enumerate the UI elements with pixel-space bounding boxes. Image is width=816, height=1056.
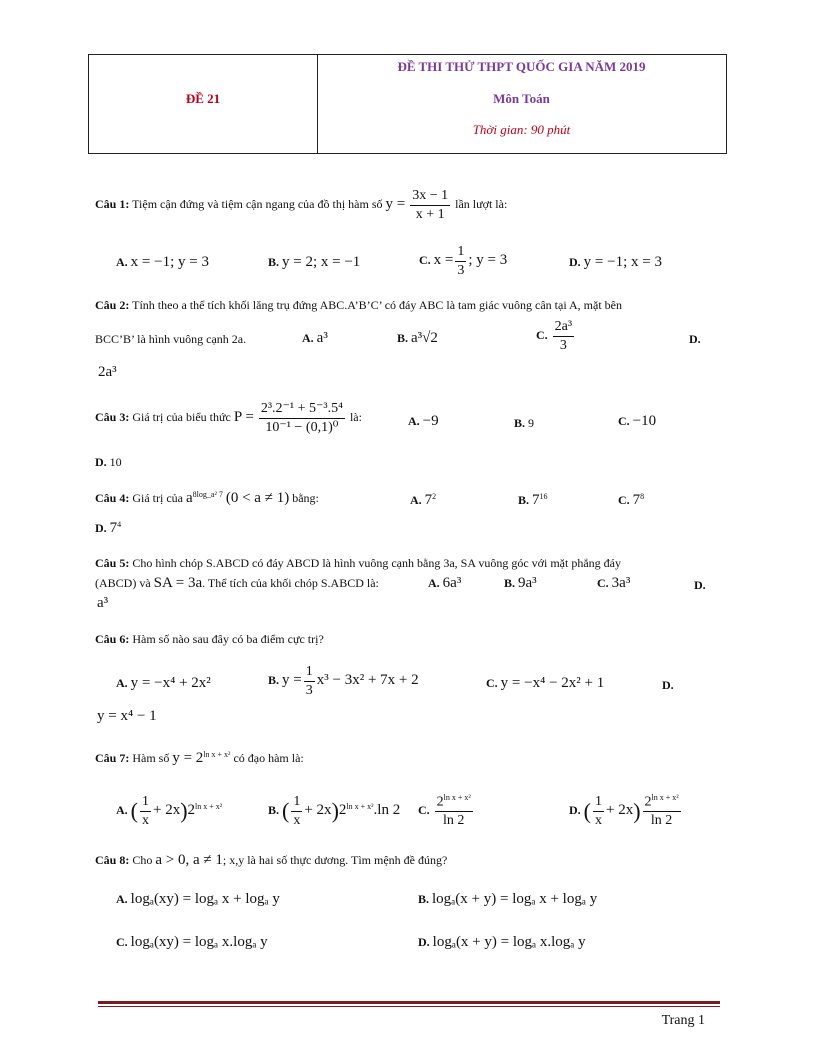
q5-label: Câu 5: [95,556,130,570]
option-letter: B. [268,672,280,687]
q4-option-c[interactable] [618,492,644,509]
paren-open: ( [583,798,591,824]
q1-tail: lần lượt là: [455,196,508,211]
q1-func-lhs: y = [385,195,406,212]
frac-den: 3 [559,337,567,353]
q7-func: y = 2 [172,750,204,766]
q2-option-a[interactable] [302,330,328,347]
exam-time: Thời gian: 90 phút [472,122,571,137]
option-letter: B. [518,493,530,507]
option-fraction [435,793,473,830]
option-base: 2 [338,801,347,818]
q5-math: SA = 3a [153,575,203,591]
q2-option-d-letter[interactable] [689,332,701,347]
q5-option-c[interactable] [597,575,630,592]
option-value: 3a³ [611,575,631,591]
option-letter: D. [418,935,430,949]
q5-option-a[interactable] [428,575,461,592]
question-1 [95,187,507,223]
q3-lhs: P = [233,408,254,425]
q1-option-d[interactable] [569,254,662,271]
q5-option-b[interactable] [504,575,537,592]
q1-fraction [410,187,450,223]
option-value: a³ [97,595,109,611]
option-letter: D. [95,455,107,469]
option-fraction [553,318,574,354]
footer-rule-thick [98,1001,720,1004]
option-letter: B. [397,331,409,345]
option-exponent: ln x + x² [346,801,374,811]
option-letter: D. [662,678,674,692]
option-value: y = [282,671,302,688]
frac-num [435,793,473,812]
option-fraction [304,663,315,699]
q7-option-c[interactable] [418,793,475,830]
option-value: logₐ(xy) = logₐ x.logₐ y [130,934,268,950]
question-7 [95,750,304,767]
option-letter: D. [569,803,581,818]
frac-den: 3 [457,262,465,278]
q4-condition: (0 < a ≠ 1) [225,490,290,506]
frac-den: x [142,812,149,828]
q3-num: 2³.2⁻¹ + 5⁻³.5⁴ [259,400,345,419]
q6-option-b[interactable] [268,663,419,699]
option-value: x = [433,251,454,268]
frac-num: 1 [291,793,302,812]
q1-option-c[interactable] [419,243,507,279]
frac-num-base: 2 [436,794,444,810]
q8-text-pre: Cho [132,853,153,867]
exam-subject: Môn Toán [493,91,550,106]
q5-text2b: . Thể tích của khối chóp S.ABCD là: [202,576,379,590]
option-value-tail: x³ − 3x² + 7x + 2 [316,671,419,688]
option-value: x = −1; y = 3 [130,254,209,270]
option-letter: C. [618,493,630,507]
option-value: 6a³ [442,575,462,591]
q1-den: x + 1 [415,206,445,222]
option-value: y = −1; x = 3 [583,254,662,270]
q8-condition: a > 0, a ≠ 1 [155,852,223,868]
q1-option-b[interactable] [268,254,360,271]
option-letter: D. [95,521,107,535]
q2-option-d-value[interactable] [98,364,117,381]
question-8 [95,852,447,869]
exam-header-table [88,54,727,154]
option-value: 10 [109,455,122,469]
option-value: y = x⁴ − 1 [97,708,157,724]
q6-option-c[interactable] [486,675,604,692]
frac-num-base: 2 [644,794,652,810]
q4-base: a [186,490,193,506]
frac-den: x [595,812,602,828]
q4-label: Câu 4: [95,491,130,505]
q3-fraction [259,400,345,436]
footer-rule-thin [98,1006,720,1007]
q5-option-d-letter[interactable] [694,578,706,593]
option-value: 7 [632,492,641,508]
exam-title: ĐỀ THI THỬ THPT QUỐC GIA NĂM 2019 [397,59,646,74]
option-value: a³ [316,330,328,346]
option-fraction-2 [643,793,681,830]
q2-text1: Tính theo a thể tích khối lăng trụ đứng ABC.A’B’C’ có đáy ABC là tam giác vuông cân tại A, mặt bên [132,298,623,312]
q6-option-a[interactable] [116,675,211,692]
q1-text: Tiệm cận đứng và tiệm cận ngang của đồ thị hàm số [132,196,383,211]
q4-option-b[interactable] [518,492,548,509]
option-value: 9a³ [518,575,537,591]
option-letter: C. [418,803,430,818]
q7-option-a[interactable] [116,793,222,829]
option-value: −9 [422,413,439,429]
q3-option-c[interactable] [618,413,656,430]
option-letter: C. [116,935,128,949]
q8-option-a[interactable] [116,891,280,908]
q3-option-b[interactable] [514,416,534,431]
option-letter: B. [268,802,280,817]
option-value: 9 [528,416,535,430]
option-exponent: 4 [117,520,122,529]
option-exponent: 2 [432,492,437,501]
q7-exponent: ln x + x² [203,750,231,759]
option-value: y = −x⁴ − 2x² + 1 [500,675,605,691]
option-letter: D. [694,578,706,592]
option-value: 7 [109,520,118,536]
paren-term: + 2x [153,801,181,818]
option-letter: A. [116,892,128,906]
question-5 [95,556,621,571]
paren-close: ) [180,798,188,823]
option-letter: D. [689,332,701,346]
option-letter: A. [410,493,422,507]
q5-line2 [95,575,379,592]
paren-term: + 2x [606,802,634,819]
question-3 [95,400,362,436]
q7-text: Hàm số [132,751,170,765]
option-value: −10 [632,413,657,429]
frac-num: 1 [140,793,151,812]
frac-num-exp: ln x + x² [651,793,679,802]
q3-tail: là: [349,409,362,424]
option-letter: D. [569,255,581,269]
option-value: 7 [532,492,540,508]
option-value: 7 [424,492,433,508]
option-value: logₐ(xy) = logₐ x + logₐ y [130,891,280,907]
q2-label: Câu 2: [95,298,130,312]
option-fraction [455,243,466,279]
option-letter: C. [486,676,498,690]
option-letter: B. [268,255,280,269]
paren-close: ) [331,798,339,823]
frac-num: 1 [593,793,604,812]
option-letter: B. [418,892,430,906]
exam-code: ĐỀ 21 [185,91,221,106]
frac-den: x [293,812,301,828]
option-value: y = 2; x = −1 [282,254,361,270]
q8-text-post: ; x,y là hai số thực dương. Tìm mệnh đề đúng? [222,853,448,867]
q3-text: Giá trị của biểu thức [132,409,231,424]
frac-num: 1 [304,663,315,682]
option-letter: A. [408,414,420,428]
q4-text: Giá trị của [132,491,183,505]
option-tail: .ln 2 [373,801,401,818]
option-letter: A. [428,576,440,590]
option-value-tail: ; y = 3 [468,251,508,268]
frac-num [643,793,681,812]
option-exponent: 16 [539,492,548,501]
option-exponent: 8 [640,492,645,501]
option-fraction [593,793,604,829]
option-letter: C. [419,252,431,267]
q8-option-b[interactable] [418,891,597,908]
paren-open: ( [130,798,138,823]
q3-den: 10⁻¹ − (0,1)⁰ [265,419,339,435]
option-exponent: ln x + x² [195,801,223,811]
option-value: y = −x⁴ + 2x² [130,675,211,691]
q7-option-d[interactable] [569,793,683,830]
page-number: Trang 1 [661,1013,705,1028]
frac-num-exp: ln x + x² [443,793,471,802]
paren-close: ) [633,798,641,824]
q6-label: Câu 6: [95,632,130,646]
question-4 [95,490,319,507]
option-fraction [140,793,151,829]
q5-option-d-value[interactable] [97,595,108,612]
q4-option-a[interactable] [410,492,436,509]
q3-option-d[interactable] [95,455,122,470]
option-letter: A. [116,255,128,269]
q7-tail: có đạo hàm là: [233,751,304,765]
q5-text2a: (ABCD) và [95,576,151,590]
option-value: logₐ(x + y) = logₐ x + logₐ y [432,891,598,907]
q6-option-d-value[interactable] [97,708,157,725]
option-letter: A. [116,676,128,690]
option-letter: A. [116,802,128,817]
q3-label: Câu 3: [95,409,130,424]
q5-text1: Cho hình chóp S.ABCD có đáy ABCD là hình vuông cạnh bằng 3a, SA vuông góc với mặt phẳng đáy [132,556,621,570]
question-2 [95,298,622,313]
paren-term: + 2x [304,801,332,818]
question-6 [95,632,324,647]
q6-text: Hàm số nào sau đây có ba điểm cực trị? [132,632,324,646]
option-base: 2 [187,801,196,818]
frac-num: 2a³ [553,318,574,337]
option-letter: C. [618,414,630,428]
q1-label: Câu 1: [95,196,130,211]
frac-den: 3 [305,682,313,698]
q6-option-d-letter[interactable] [662,678,674,693]
frac-den: ln 2 [443,813,465,829]
q1-num: 3x − 1 [410,187,450,206]
paren-open: ( [282,798,290,823]
q1-option-a[interactable] [116,254,209,271]
option-value: a³√2 [411,330,438,346]
q2-line2: BCC’B’ là hình vuông cạnh 2a. [95,332,247,346]
frac-den: ln 2 [650,813,673,829]
q8-option-d[interactable] [418,934,586,951]
q2-option-c[interactable] [536,318,576,354]
option-letter: C. [597,576,609,590]
q7-label: Câu 7: [95,751,130,765]
frac-num: 1 [455,243,466,262]
option-letter: B. [504,576,516,590]
option-fraction [291,793,302,829]
option-value: logₐ(x + y) = logₐ x.logₐ y [432,934,586,950]
q4-option-d[interactable] [95,520,121,537]
option-letter: C. [536,327,548,342]
option-letter: B. [514,416,526,430]
q8-option-c[interactable] [116,934,268,951]
q4-tail: bằng: [292,491,319,505]
q3-option-a[interactable] [408,413,439,430]
option-letter: A. [302,331,314,345]
option-value: 2a³ [98,364,117,380]
q2-option-b[interactable] [397,330,438,347]
q7-option-b[interactable] [268,793,400,829]
q4-exponent: 8log_a² 7 [192,490,223,499]
q8-label: Câu 8: [95,853,130,867]
